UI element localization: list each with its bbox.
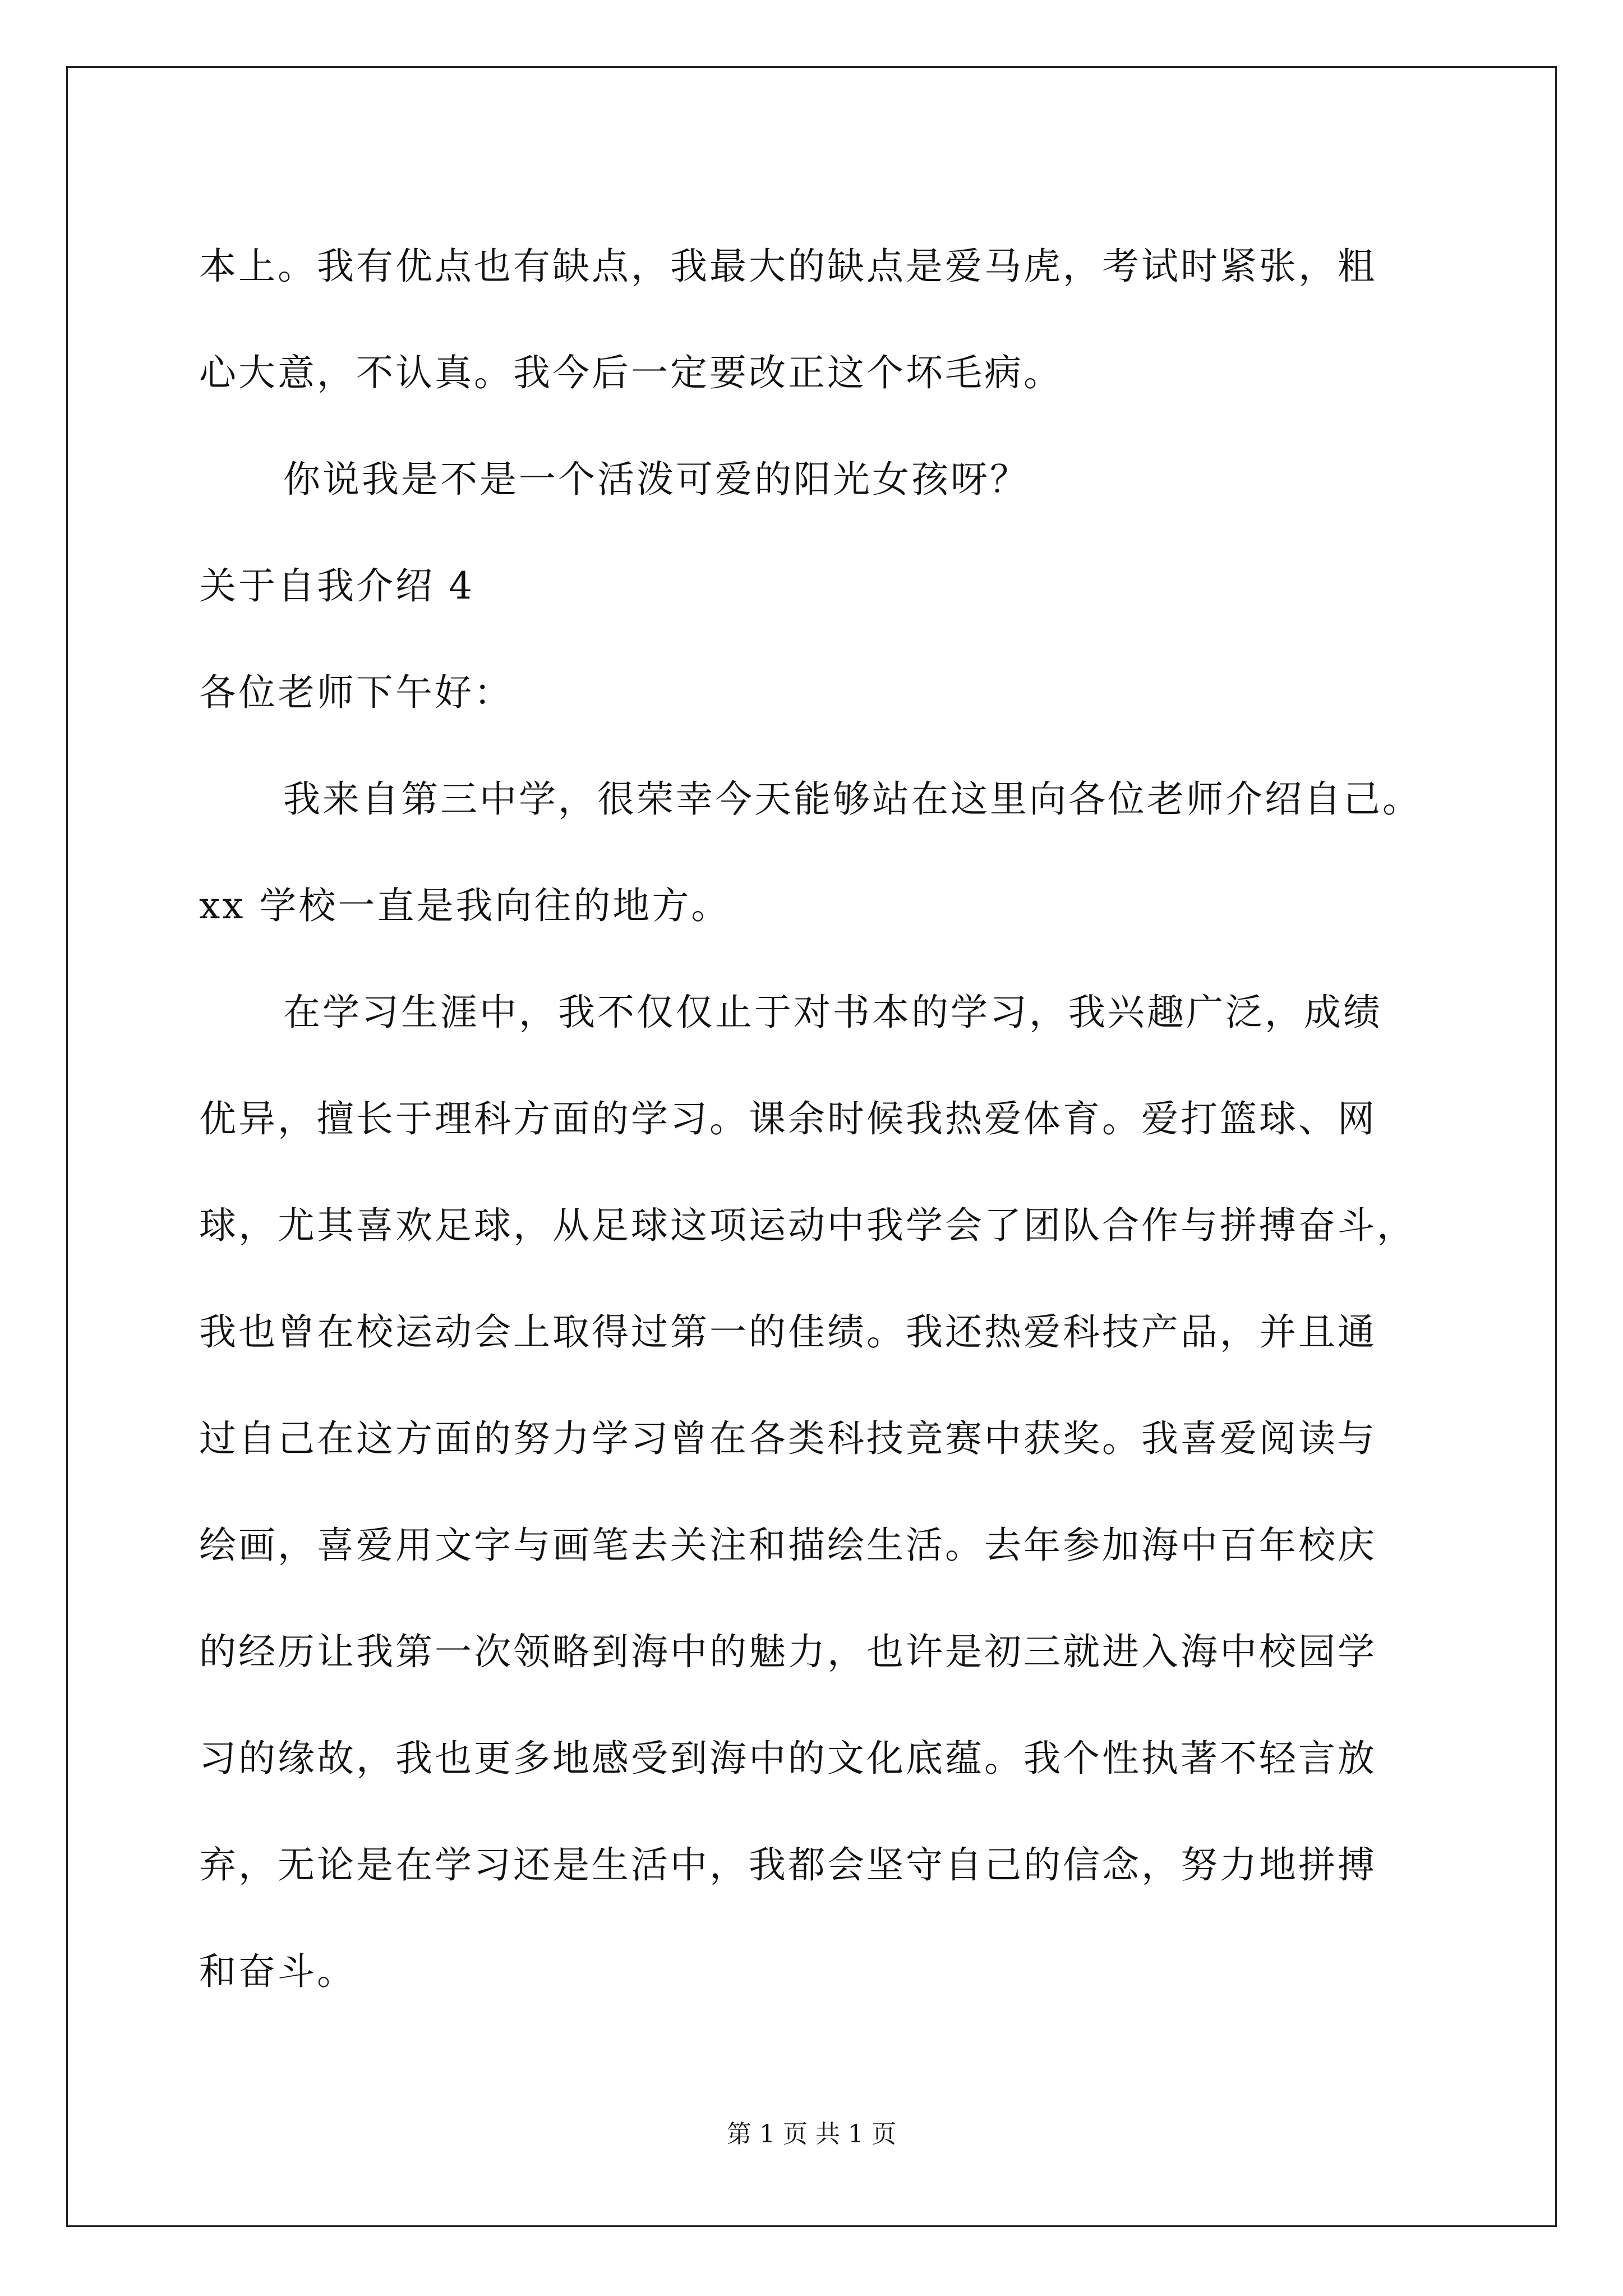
text-line: 我来自第三中学，很荣幸今天能够站在这里向各位老师介绍自己。 — [283, 777, 1422, 821]
text-line: 我也曾在校运动会上取得过第一的佳绩。我还热爱科技产品，并且通 — [199, 1310, 1377, 1354]
section-heading: 关于自我介绍 4 — [199, 564, 474, 608]
greeting-line: 各位老师下午好： — [199, 671, 513, 714]
text-line: 绘画，喜爱用文字与画笔去关注和描绘生活。去年参加海中百年校庆 — [199, 1524, 1377, 1567]
text-line: 的经历让我第一次领略到海中的魅力，也许是初三就进入海中校园学 — [199, 1630, 1377, 1673]
text-line: 本上。我有优点也有缺点，我最大的缺点是爱马虎，考试时紧张，粗 — [199, 245, 1377, 288]
text-line: 球，尤其喜欢足球，从足球这项运动中我学会了团队合作与拼搏奋斗， — [199, 1204, 1416, 1247]
text-line: 和奋斗。 — [199, 1950, 356, 1993]
text-line: 心大意，不认真。我今后一定要改正这个坏毛病。 — [199, 351, 1063, 394]
text-line: 你说我是不是一个活泼可爱的阳光女孩呀？ — [283, 458, 1029, 501]
text-line: 在学习生涯中，我不仅仅止于对书本的学习，我兴趣广泛，成绩 — [283, 991, 1382, 1034]
page-number-footer: 第 1 页 共 1 页 — [727, 2120, 896, 2148]
document-body — [199, 213, 1467, 2025]
text-line: 优异，擅长于理科方面的学习。课余时候我热爱体育。爱打篮球、网 — [199, 1097, 1377, 1140]
text-line: 过自己在这方面的努力学习曾在各类科技竞赛中获奖。我喜爱阅读与 — [199, 1417, 1377, 1460]
text-line: xx 学校一直是我向往的地方。 — [199, 884, 731, 927]
text-line: 习的缘故，我也更多地感受到海中的文化底蕴。我个性执著不轻言放 — [199, 1737, 1377, 1780]
text-line: 弃，无论是在学习还是生活中，我都会坚守自己的信念，努力地拼搏 — [199, 1843, 1377, 1887]
